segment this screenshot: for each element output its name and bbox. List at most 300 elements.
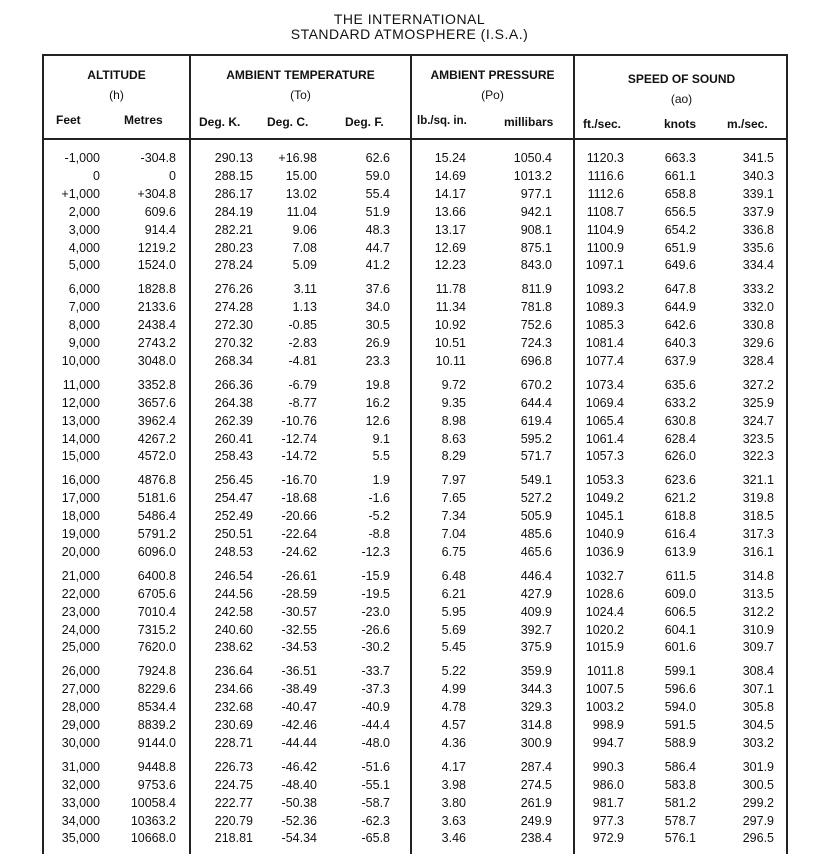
cell-ft-sec: 1061.4 bbox=[585, 431, 624, 446]
cell-knots: 613.9 bbox=[664, 544, 696, 559]
cell-feet: 25,000 bbox=[61, 640, 100, 655]
cell-deg-c: -52.36 bbox=[281, 813, 317, 828]
cell-metres: 609.6 bbox=[144, 204, 176, 219]
cell-feet: 14,000 bbox=[61, 431, 100, 446]
cell-deg-k: 272.30 bbox=[214, 318, 253, 333]
cell-millibars: 329.3 bbox=[520, 700, 552, 715]
cell-m-sec: 309.7 bbox=[742, 640, 774, 655]
cell-deg-f: -48.0 bbox=[361, 735, 390, 750]
cell-deg-c: -10.76 bbox=[281, 413, 317, 428]
cell-ft-sec: 1077.4 bbox=[585, 353, 624, 368]
cell-millibars: 977.1 bbox=[520, 186, 552, 201]
cell-deg-c: -28.59 bbox=[281, 586, 317, 601]
cell-psi: 10.11 bbox=[435, 353, 466, 368]
cell-millibars: 670.2 bbox=[520, 377, 552, 392]
cell-psi: 4.36 bbox=[441, 735, 466, 750]
cell-m-sec: 341.5 bbox=[742, 151, 774, 165]
temperature-group-label: AMBIENT TEMPERATURE bbox=[226, 68, 375, 82]
cell-ft-sec: 1003.2 bbox=[585, 700, 624, 715]
cell-knots: 635.6 bbox=[664, 377, 696, 392]
cell-deg-k: 290.13 bbox=[214, 151, 253, 165]
cell-psi: 5.69 bbox=[441, 622, 466, 637]
cell-deg-c: -54.34 bbox=[281, 831, 317, 846]
cell-deg-c: -48.40 bbox=[281, 777, 317, 792]
cell-knots: 651.9 bbox=[664, 240, 696, 255]
cell-feet: 19,000 bbox=[61, 527, 100, 541]
cell-feet: 27,000 bbox=[61, 682, 100, 697]
cell-m-sec: 325.9 bbox=[742, 395, 774, 410]
cell-deg-c: 7.08 bbox=[292, 240, 317, 255]
cell-feet: 0 bbox=[93, 168, 100, 183]
cell-millibars: 274.5 bbox=[520, 777, 552, 792]
cell-ft-sec: 972.9 bbox=[592, 831, 624, 846]
cell-metres: 10363.2 bbox=[130, 813, 176, 828]
cell-metres: 8839.2 bbox=[137, 718, 176, 732]
cell-deg-c: -40.47 bbox=[281, 700, 317, 715]
cell-ft-sec: 1057.3 bbox=[585, 449, 624, 464]
table-row bbox=[0, 622, 819, 639]
column-header-feet: Feet bbox=[56, 113, 81, 127]
cell-metres: 10668.0 bbox=[130, 831, 176, 846]
cell-knots: 594.0 bbox=[664, 700, 696, 715]
pressure-symbol: (Po) bbox=[481, 88, 504, 102]
cell-knots: 606.5 bbox=[664, 604, 696, 619]
cell-psi: 3.80 bbox=[441, 795, 466, 810]
cell-deg-k: 270.32 bbox=[214, 336, 253, 350]
cell-ft-sec: 1069.4 bbox=[585, 395, 624, 410]
cell-metres: 8229.6 bbox=[137, 682, 176, 697]
cell-psi: 7.34 bbox=[441, 509, 466, 524]
cell-deg-c: -36.51 bbox=[281, 664, 317, 679]
cell-deg-f: 5.5 bbox=[372, 449, 390, 464]
cell-deg-k: 234.66 bbox=[214, 682, 253, 697]
cell-deg-k: 248.53 bbox=[214, 544, 253, 559]
cell-millibars: 249.9 bbox=[520, 813, 552, 828]
cell-knots: 628.4 bbox=[664, 431, 696, 446]
cell-deg-k: 284.19 bbox=[214, 204, 253, 219]
column-header-knots: knots bbox=[664, 117, 697, 131]
cell-deg-f: -62.3 bbox=[361, 813, 390, 828]
cell-feet: 23,000 bbox=[61, 604, 100, 619]
column-header-deg-k: Deg. K. bbox=[199, 115, 241, 129]
cell-deg-c: -8.77 bbox=[288, 395, 317, 410]
cell-ft-sec: 1097.1 bbox=[585, 258, 624, 273]
cell-psi: 12.69 bbox=[434, 240, 466, 255]
cell-feet: 17,000 bbox=[61, 491, 100, 506]
cell-knots: 644.9 bbox=[664, 300, 696, 315]
cell-knots: 637.9 bbox=[664, 353, 696, 368]
cell-m-sec: 336.8 bbox=[742, 222, 774, 237]
cell-psi: 4.78 bbox=[441, 700, 466, 715]
cell-deg-f: 44.7 bbox=[365, 240, 390, 255]
cell-millibars: 485.6 bbox=[520, 527, 552, 541]
table-row bbox=[0, 448, 819, 465]
cell-knots: 621.2 bbox=[664, 491, 696, 506]
cell-feet: 34,000 bbox=[61, 813, 100, 828]
cell-millibars: 875.1 bbox=[520, 240, 552, 255]
cell-m-sec: 297.9 bbox=[742, 813, 774, 828]
cell-psi: 6.75 bbox=[441, 544, 466, 559]
cell-deg-k: 246.54 bbox=[214, 568, 253, 583]
table-row bbox=[0, 377, 819, 394]
cell-m-sec: 323.5 bbox=[742, 431, 774, 446]
cell-deg-c: -30.57 bbox=[281, 604, 317, 619]
cell-metres: 8534.4 bbox=[137, 700, 176, 715]
cell-knots: 633.2 bbox=[664, 395, 696, 410]
cell-psi: 7.65 bbox=[441, 491, 466, 506]
cell-m-sec: 321.1 bbox=[742, 473, 774, 488]
cell-deg-k: 266.36 bbox=[214, 377, 253, 392]
cell-deg-c: -12.74 bbox=[281, 431, 317, 446]
cell-knots: 591.5 bbox=[664, 718, 696, 732]
cell-metres: 2133.6 bbox=[137, 300, 176, 315]
column-header-millibars: millibars bbox=[504, 115, 554, 129]
table-row bbox=[0, 604, 819, 621]
cell-psi: 4.17 bbox=[441, 759, 466, 774]
cell-psi: 5.22 bbox=[441, 664, 466, 679]
cell-knots: 576.1 bbox=[664, 831, 696, 846]
cell-psi: 13.66 bbox=[434, 204, 466, 219]
cell-deg-k: 226.73 bbox=[214, 759, 253, 774]
cell-m-sec: 313.5 bbox=[742, 586, 774, 601]
cell-psi: 9.72 bbox=[441, 377, 466, 392]
cell-deg-f: 23.3 bbox=[365, 353, 390, 368]
cell-feet: 18,000 bbox=[61, 509, 100, 524]
cell-feet: 15,000 bbox=[61, 449, 100, 464]
cell-deg-k: 220.79 bbox=[214, 813, 253, 828]
column-header-psi: lb./sq. in. bbox=[417, 115, 467, 127]
cell-deg-f: -58.7 bbox=[361, 795, 390, 810]
cell-psi: 7.04 bbox=[441, 527, 466, 541]
cell-m-sec: 317.3 bbox=[742, 527, 774, 541]
cell-ft-sec: 1089.3 bbox=[585, 300, 624, 315]
cell-m-sec: 332.0 bbox=[742, 300, 774, 315]
cell-metres: 1219.2 bbox=[137, 240, 176, 255]
cell-psi: 5.45 bbox=[441, 640, 466, 655]
cell-ft-sec: 1081.4 bbox=[585, 336, 624, 350]
cell-deg-k: 236.64 bbox=[214, 664, 253, 679]
cell-metres: 4876.8 bbox=[137, 473, 176, 488]
table-row bbox=[0, 568, 819, 585]
cell-ft-sec: 1028.6 bbox=[585, 586, 624, 601]
cell-deg-c: -38.49 bbox=[281, 682, 317, 697]
table-row bbox=[0, 204, 819, 221]
cell-deg-k: 264.38 bbox=[214, 395, 253, 410]
cell-ft-sec: 1040.9 bbox=[585, 527, 624, 541]
cell-psi: 14.69 bbox=[434, 168, 466, 183]
column-header-metres: Metres bbox=[124, 113, 163, 127]
cell-deg-k: 286.17 bbox=[214, 186, 253, 201]
cell-deg-k: 232.68 bbox=[214, 700, 253, 715]
cell-m-sec: 299.2 bbox=[742, 795, 774, 810]
cell-ft-sec: 1093.2 bbox=[585, 282, 624, 297]
cell-deg-f: 62.6 bbox=[365, 151, 390, 165]
cell-deg-c: -44.44 bbox=[281, 735, 317, 750]
cell-ft-sec: 1108.7 bbox=[586, 204, 624, 219]
table-row bbox=[0, 413, 819, 430]
cell-feet: 28,000 bbox=[61, 700, 100, 715]
cell-psi: 3.46 bbox=[441, 831, 466, 846]
cell-deg-k: 258.43 bbox=[214, 449, 253, 464]
cell-m-sec: 305.8 bbox=[742, 700, 774, 715]
cell-feet: 13,000 bbox=[61, 413, 100, 428]
cell-feet: 8,000 bbox=[68, 318, 100, 333]
cell-deg-c: -14.72 bbox=[281, 449, 317, 464]
cell-deg-c: -20.66 bbox=[281, 509, 317, 524]
cell-millibars: 261.9 bbox=[520, 795, 552, 810]
cell-m-sec: 316.1 bbox=[742, 544, 774, 559]
cell-deg-c: -24.62 bbox=[281, 544, 317, 559]
cell-feet: -1,000 bbox=[64, 151, 100, 165]
cell-millibars: 619.4 bbox=[520, 413, 552, 428]
cell-m-sec: 335.6 bbox=[742, 240, 774, 255]
cell-deg-k: 242.58 bbox=[214, 604, 253, 619]
cell-deg-c: 3.11 bbox=[293, 282, 317, 297]
altitude-group-label: ALTITUDE bbox=[87, 68, 146, 82]
cell-feet: 20,000 bbox=[61, 544, 100, 559]
cell-deg-c: -26.61 bbox=[281, 568, 317, 583]
cell-feet: 5,000 bbox=[68, 258, 100, 273]
cell-knots: 604.1 bbox=[664, 622, 696, 637]
pressure-group-label: AMBIENT PRESSURE bbox=[430, 68, 555, 82]
cell-feet: 3,000 bbox=[68, 222, 100, 237]
cell-ft-sec: 981.7 bbox=[592, 795, 624, 810]
cell-metres: 7620.0 bbox=[137, 640, 176, 655]
cell-millibars: 724.3 bbox=[520, 336, 552, 350]
cell-ft-sec: 1073.4 bbox=[585, 377, 624, 392]
cell-m-sec: 304.5 bbox=[742, 718, 774, 732]
table-row bbox=[0, 663, 819, 680]
cell-millibars: 392.7 bbox=[520, 622, 552, 637]
cell-feet: 29,000 bbox=[61, 718, 100, 732]
cell-millibars: 843.0 bbox=[520, 258, 552, 273]
cell-feet: 7,000 bbox=[68, 300, 100, 315]
cell-metres: 6096.0 bbox=[137, 544, 176, 559]
table-row bbox=[0, 222, 819, 239]
cell-millibars: 781.8 bbox=[520, 300, 552, 315]
cell-millibars: 696.8 bbox=[520, 353, 552, 368]
cell-deg-k: 250.51 bbox=[214, 527, 253, 541]
cell-m-sec: 324.7 bbox=[742, 413, 774, 428]
cell-deg-f: 59.0 bbox=[365, 168, 390, 183]
cell-deg-c: 9.06 bbox=[292, 222, 317, 237]
cell-m-sec: 303.2 bbox=[742, 735, 774, 750]
cell-deg-f: 12.6 bbox=[365, 413, 390, 428]
cell-knots: 623.6 bbox=[664, 473, 696, 488]
cell-m-sec: 322.3 bbox=[742, 449, 774, 464]
cell-deg-f: -23.0 bbox=[361, 604, 390, 619]
cell-psi: 8.29 bbox=[441, 449, 466, 464]
cell-millibars: 465.6 bbox=[520, 544, 552, 559]
cell-metres: 6705.6 bbox=[137, 586, 176, 601]
cell-deg-f: 19.8 bbox=[365, 377, 390, 392]
cell-ft-sec: 1036.9 bbox=[585, 544, 624, 559]
cell-feet: 4,000 bbox=[68, 240, 100, 255]
cell-deg-k: 288.15 bbox=[214, 168, 253, 183]
cell-metres: 9448.8 bbox=[137, 759, 176, 774]
table-row bbox=[0, 168, 819, 185]
cell-deg-c: 13.02 bbox=[285, 186, 317, 201]
cell-m-sec: 300.5 bbox=[742, 777, 774, 792]
column-header-deg-c: Deg. C. bbox=[267, 115, 309, 129]
cell-metres: 7315.2 bbox=[137, 622, 176, 637]
cell-millibars: 446.4 bbox=[520, 568, 552, 583]
cell-deg-f: 1.9 bbox=[372, 473, 390, 488]
cell-deg-c: -46.42 bbox=[281, 759, 317, 774]
cell-deg-f: -40.9 bbox=[361, 700, 390, 715]
cell-m-sec: 310.9 bbox=[742, 622, 774, 637]
cell-deg-c: +16.98 bbox=[278, 151, 317, 165]
cell-ft-sec: 1120.3 bbox=[586, 151, 624, 165]
cell-knots: 609.0 bbox=[664, 586, 696, 601]
cell-psi: 11.78 bbox=[435, 282, 466, 297]
table-row bbox=[0, 317, 819, 334]
cell-deg-k: 254.47 bbox=[214, 491, 253, 506]
cell-deg-k: 276.26 bbox=[214, 282, 253, 297]
cell-m-sec: 296.5 bbox=[742, 831, 774, 846]
cell-m-sec: 340.3 bbox=[742, 168, 774, 183]
cell-knots: 578.7 bbox=[664, 813, 696, 828]
cell-psi: 3.98 bbox=[441, 777, 466, 792]
table-title-line2: STANDARD ATMOSPHERE (I.S.A.) bbox=[290, 26, 529, 42]
sound-symbol: (ao) bbox=[670, 92, 693, 106]
cell-knots: 654.2 bbox=[664, 222, 696, 237]
cell-ft-sec: 998.9 bbox=[592, 718, 624, 732]
cell-psi: 7.97 bbox=[441, 473, 466, 488]
cell-ft-sec: 1020.2 bbox=[585, 622, 624, 637]
cell-feet: 35,000 bbox=[61, 831, 100, 846]
cell-m-sec: 339.1 bbox=[742, 186, 774, 201]
cell-psi: 6.48 bbox=[441, 568, 466, 583]
table-row bbox=[0, 150, 819, 167]
cell-m-sec: 333.2 bbox=[742, 282, 774, 297]
cell-deg-f: 30.5 bbox=[365, 318, 390, 333]
cell-psi: 11.34 bbox=[435, 300, 466, 315]
cell-ft-sec: 986.0 bbox=[592, 777, 624, 792]
cell-m-sec: 307.1 bbox=[742, 682, 774, 697]
table-row bbox=[0, 281, 819, 298]
table-row bbox=[0, 472, 819, 489]
cell-millibars: 314.8 bbox=[520, 718, 552, 732]
cell-millibars: 942.1 bbox=[520, 204, 552, 219]
header-rule bbox=[42, 138, 788, 140]
cell-metres: 4267.2 bbox=[137, 431, 176, 446]
cell-m-sec: 318.5 bbox=[742, 509, 774, 524]
cell-metres: 9753.6 bbox=[137, 777, 176, 792]
table-row bbox=[0, 335, 819, 352]
cell-deg-f: 16.2 bbox=[365, 395, 390, 410]
table-row bbox=[0, 490, 819, 507]
cell-metres: 7924.8 bbox=[137, 664, 176, 679]
cell-knots: 663.3 bbox=[664, 151, 696, 165]
cell-millibars: 287.4 bbox=[520, 759, 552, 774]
cell-metres: 4572.0 bbox=[137, 449, 176, 464]
cell-deg-f: 48.3 bbox=[365, 222, 390, 237]
cell-metres: 5181.6 bbox=[137, 491, 176, 506]
table-row bbox=[0, 186, 819, 203]
cell-knots: 588.9 bbox=[664, 735, 696, 750]
cell-feet: 10,000 bbox=[61, 353, 100, 368]
cell-deg-f: 41.2 bbox=[365, 258, 390, 273]
cell-deg-k: 238.62 bbox=[214, 640, 253, 655]
cell-deg-c: -32.55 bbox=[281, 622, 317, 637]
cell-m-sec: 314.8 bbox=[742, 568, 774, 583]
cell-deg-k: 230.69 bbox=[214, 718, 253, 732]
cell-ft-sec: 1045.1 bbox=[585, 509, 624, 524]
cell-feet: 22,000 bbox=[61, 586, 100, 601]
cell-knots: 647.8 bbox=[664, 282, 696, 297]
cell-ft-sec: 1112.6 bbox=[587, 186, 624, 201]
cell-deg-k: 252.49 bbox=[214, 509, 253, 524]
temperature-symbol: (To) bbox=[290, 88, 311, 102]
cell-metres: 7010.4 bbox=[137, 604, 176, 619]
cell-psi: 4.57 bbox=[441, 718, 466, 732]
cell-psi: 6.21 bbox=[441, 586, 466, 601]
cell-millibars: 527.2 bbox=[520, 491, 552, 506]
cell-knots: 583.8 bbox=[664, 777, 696, 792]
altitude-symbol: (h) bbox=[109, 88, 124, 102]
cell-ft-sec: 1100.9 bbox=[586, 240, 624, 255]
cell-deg-f: -15.9 bbox=[361, 568, 390, 583]
table-row bbox=[0, 681, 819, 698]
cell-ft-sec: 1104.9 bbox=[586, 222, 624, 237]
cell-deg-f: -51.6 bbox=[361, 759, 390, 774]
cell-metres: 10058.4 bbox=[130, 795, 176, 810]
cell-deg-c: -6.79 bbox=[288, 377, 317, 392]
cell-deg-f: -33.7 bbox=[361, 664, 390, 679]
cell-psi: 10.92 bbox=[434, 318, 466, 333]
cell-deg-k: 280.23 bbox=[214, 240, 253, 255]
cell-ft-sec: 1053.3 bbox=[585, 473, 624, 488]
cell-knots: 642.6 bbox=[664, 318, 696, 333]
table-row bbox=[0, 759, 819, 776]
cell-feet: 12,000 bbox=[61, 395, 100, 410]
cell-knots: 649.6 bbox=[664, 258, 696, 273]
cell-psi: 8.63 bbox=[441, 431, 466, 446]
cell-metres: 6400.8 bbox=[137, 568, 176, 583]
cell-knots: 630.8 bbox=[664, 413, 696, 428]
cell-m-sec: 330.8 bbox=[742, 318, 774, 333]
cell-psi: 10.51 bbox=[434, 336, 466, 350]
cell-deg-f: -65.8 bbox=[361, 831, 390, 846]
table-row bbox=[0, 699, 819, 716]
cell-metres: 2743.2 bbox=[137, 336, 176, 350]
table-row bbox=[0, 395, 819, 412]
cell-millibars: 571.7 bbox=[520, 449, 552, 464]
table-row bbox=[0, 586, 819, 603]
cell-ft-sec: 994.7 bbox=[592, 735, 624, 750]
cell-millibars: 427.9 bbox=[520, 586, 552, 601]
cell-metres: 1524.0 bbox=[137, 258, 176, 273]
cell-knots: 661.1 bbox=[664, 168, 696, 183]
cell-psi: 5.95 bbox=[441, 604, 466, 619]
cell-m-sec: 319.8 bbox=[742, 491, 774, 506]
cell-millibars: 811.9 bbox=[521, 282, 552, 297]
cell-feet: 24,000 bbox=[61, 622, 100, 637]
table-row bbox=[0, 299, 819, 316]
cell-m-sec: 337.9 bbox=[742, 204, 774, 219]
cell-deg-k: 244.56 bbox=[214, 586, 253, 601]
cell-deg-k: 218.81 bbox=[214, 831, 253, 846]
cell-deg-c: -34.53 bbox=[281, 640, 317, 655]
cell-deg-k: 256.45 bbox=[214, 473, 253, 488]
cell-knots: 640.3 bbox=[664, 336, 696, 350]
cell-deg-c: 15.00 bbox=[285, 168, 317, 183]
cell-feet: 31,000 bbox=[61, 759, 100, 774]
cell-feet: 26,000 bbox=[61, 664, 100, 679]
cell-deg-c: -22.64 bbox=[281, 527, 317, 541]
cell-deg-k: 274.28 bbox=[214, 300, 253, 315]
